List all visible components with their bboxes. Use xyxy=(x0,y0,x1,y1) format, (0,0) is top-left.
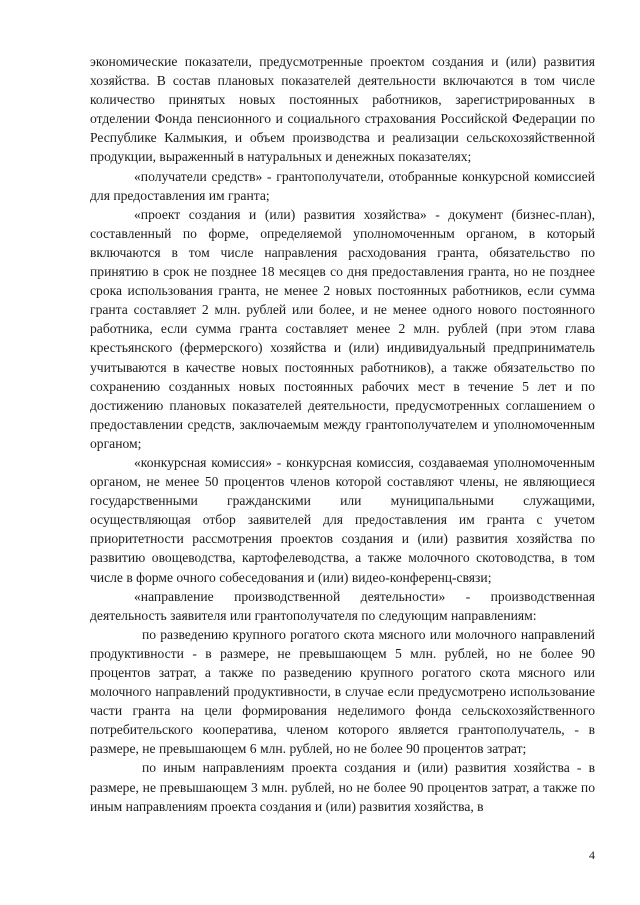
page-number: 4 xyxy=(589,848,595,862)
paragraph-production-direction: «направление производственной деятельности» - производственная деятельность заявителя или грантополучателя по следующим направлениям: xyxy=(90,588,595,623)
paragraph-cattle-breeding: по разведению крупного рогатого скота мясного или молочного направлений продуктивности - в размере, не превышающем 5 млн. рублей, но не более 90 процентов затрат, а также по разведению крупного рогатого скота мясного или молочного направлений продуктивности, в случае если предусмотрено использование части гранта на цели формирования неделимого фонда сельскохозяйственного потребительского кооператива, членом которого является грантополучатель, - в размере, не превышающем 6 млн. рублей, но не более 90 процентов затрат; xyxy=(90,626,595,757)
paragraph-competition-commission: «конкурсная комиссия» - конкурсная комиссия, создаваемая уполномоченным органом, не менее 50 процентов членов которой составляют члены, не являющиеся государственными гражданскими или муниципальными служащими, осуществляющая отбор заявителей для предоставления им гранта с учетом приоритетности рассмотрения проектов создания и (или) развития хозяйства по развитию овощеводства, картофелеводства, а также молочного скотоводства, в том числе в форме очного собеседования и (или) видео-конференц-связи; xyxy=(90,454,595,585)
paragraph-economic-indicators: экономические показатели, предусмотренные проектом создания и (или) развития хозяйства. В состав плановых показателей деятельности включаются в том числе количество принятых новых постоянных работников, зарегистрированных в отделении Фонда пенсионного и социального страхования Российской Федерации по Республике Калмыкия, и объем производства и реализации сельскохозяйственной продукции, выраженный в натуральных и денежных показателях; xyxy=(90,54,595,165)
paragraph-recipients: «получатели средств» - грантополучатели, отобранные конкурсной комиссией для предоставления им гранта; xyxy=(90,168,595,203)
document-body xyxy=(90,52,595,816)
paragraph-project-definition: «проект создания и (или) развития хозяйства» - документ (бизнес-план), составленный по форме, определяемой уполномоченным органом, в который включаются в том числе направления расходования гранта, обязательство по принятию в срок не позднее 18 месяцев со дня предоставления гранта, но не позднее срока использования гранта, не менее 2 новых постоянных работников, если сумма гранта составляет 2 млн. рублей или более, и не менее одного нового постоянного работника, если сумма гранта составляет менее 2 млн. рублей (при этом глава крестьянского (фермерского) хозяйства и (или) индивидуальный предприниматель учитываются в качестве новых постоянных работников), а также обязательство по сохранению созданных новых постоянных рабочих мест в течение 5 лет и по достижению плановых показателей деятельности, предусмотренных соглашением о предоставлении средств, заключаемым между грантополучателем и уполномоченным органом; xyxy=(90,206,595,451)
paragraph-other-directions: по иным направлениям проекта создания и (или) развития хозяйства - в размере, не превышающем 3 млн. рублей, но не более 90 процентов затрат, а также по иным направлениям проекта создания и (или) развития хозяйства, в xyxy=(90,760,595,814)
